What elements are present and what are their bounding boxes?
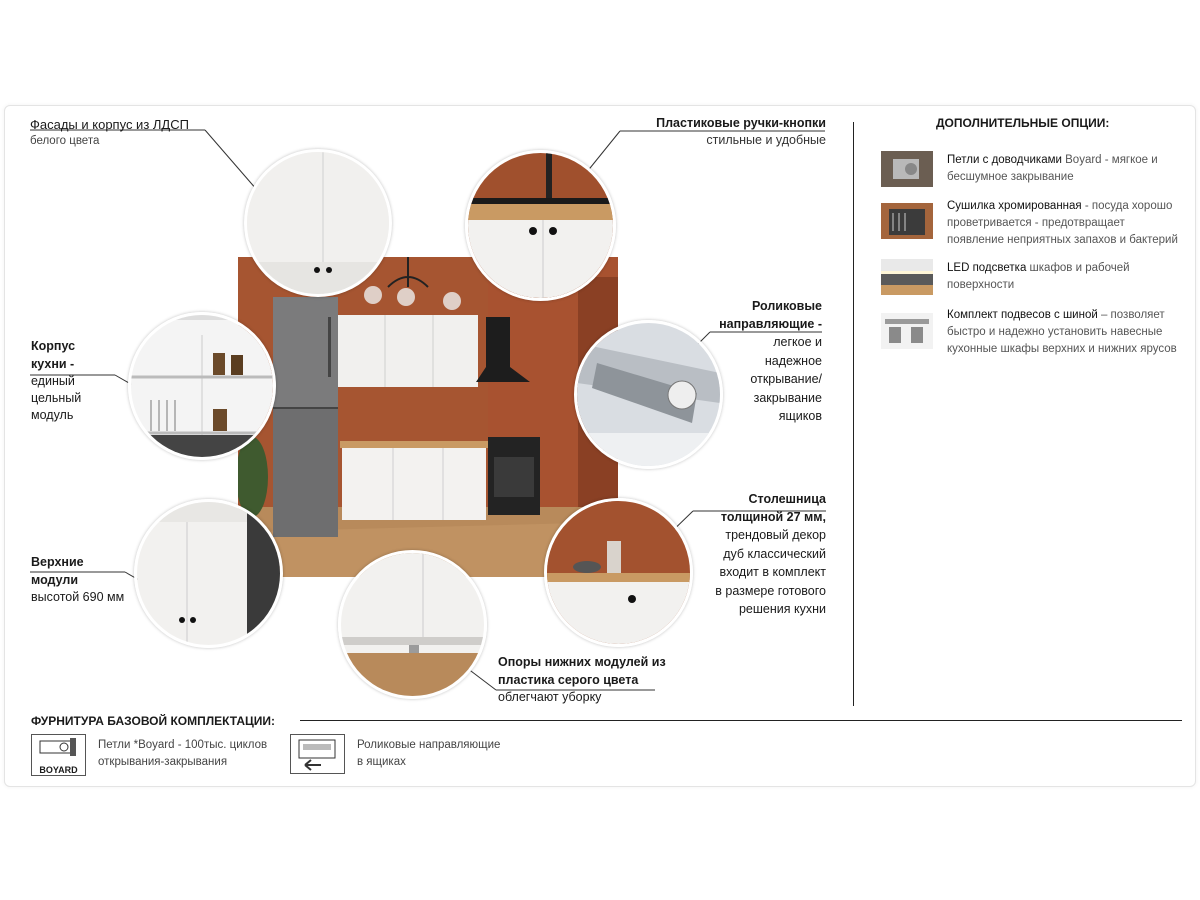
hardware-heading: ФУРНИТУРА БАЗОВОЙ КОМПЛЕКТАЦИИ: [31, 714, 276, 728]
boyard-logo: BOYARD [39, 765, 78, 775]
callout-upper-title1: Верхние [31, 555, 84, 569]
detail-circle-countertop [544, 498, 693, 647]
callout-facades-title: Фасады и корпус из ЛДСП [30, 117, 189, 132]
detail-circle-upper [134, 499, 283, 648]
callout-body-title2: кухни - [31, 357, 75, 371]
detail-circle-rollers [574, 320, 723, 469]
option-4-line3: кухонные шкафы верхних и нижних ярусов [947, 343, 1177, 355]
options-heading: ДОПОЛНИТЕЛЬНЫЕ ОПЦИИ: [936, 116, 1110, 130]
option-3-bold: LED подсветка [947, 262, 1027, 274]
hardware-rail-text [357, 737, 500, 771]
callout-countertop [715, 490, 826, 619]
callout-body [31, 337, 81, 424]
detail-circle-handles [465, 150, 616, 301]
hinge-icon [31, 734, 86, 776]
option-led-image [881, 259, 933, 295]
callout-handles-sub: стильные и удобные [706, 133, 826, 147]
option-hangers-image [881, 313, 933, 349]
option-3-rest: шкафов и рабочей [1026, 262, 1130, 274]
callout-countertop-sub3: входит в комплект [719, 565, 826, 579]
option-1-bold: Петли с доводчиками [947, 154, 1062, 166]
option-item-1 [947, 152, 1158, 186]
callout-body-sub3: модуль [31, 408, 74, 422]
option-2-line2: проветривается - предотвращает [947, 217, 1125, 229]
option-1-line2: бесшумное закрывание [947, 171, 1074, 183]
callout-legs [498, 653, 666, 706]
hardware-rail-line2: в ящиках [357, 756, 406, 768]
callout-handles-title: Пластиковые ручки-кнопки [656, 116, 826, 130]
callout-legs-title1: Опоры нижних модулей из [498, 655, 666, 669]
hardware-hinge-text [98, 737, 267, 771]
callout-rollers [719, 297, 822, 426]
callout-countertop-sub2: дуб классический [723, 546, 826, 561]
callout-upper [31, 553, 124, 606]
callout-rollers-sub1: легкое и [773, 335, 822, 349]
drawer-rail-icon [290, 734, 345, 774]
callout-handles [656, 114, 826, 149]
callout-facades-sub: белого цвета [30, 135, 100, 147]
callout-upper-title2: модули [31, 573, 79, 587]
hardware-hinge-line1: Петли *Boyard - 100тыс. циклов [98, 739, 268, 751]
option-2-bold: Сушилка хромированная [947, 200, 1082, 212]
callout-upper-sub: высотой 690 мм [31, 590, 125, 604]
vertical-divider [853, 122, 854, 706]
callout-facades [30, 116, 189, 150]
callout-countertop-title2: толщиной 27 мм, [720, 510, 826, 524]
hardware-rail-line1: Роликовые направляющие [357, 739, 501, 751]
option-4-bold: Комплект подвесов с шиной [947, 309, 1098, 321]
callout-body-title1: Корпус [31, 339, 76, 353]
detail-circle-body [128, 312, 276, 460]
callout-legs-sub: облегчают уборку [498, 690, 602, 704]
option-hinge-image [881, 151, 933, 187]
option-item-3 [947, 260, 1130, 294]
detail-circle-legs [338, 550, 487, 699]
option-1-rest: Boyard - мягкое и [1061, 154, 1158, 166]
option-4-rest: – позволяет [1097, 309, 1165, 321]
callout-rollers-title1: Роликовые [751, 299, 822, 313]
hardware-heading-rule [300, 720, 1182, 721]
callout-legs-title2: пластика серого цвета [498, 673, 639, 687]
callout-rollers-title2: направляющие - [719, 317, 822, 331]
callout-rollers-sub4: закрывание [753, 390, 822, 405]
callout-countertop-title1: Столешница [748, 492, 826, 506]
callout-rollers-sub2: надежное [764, 353, 822, 368]
detail-circle-facades [244, 149, 392, 297]
option-3-line2: поверхности [947, 279, 1015, 291]
option-item-2 [947, 198, 1178, 249]
callout-countertop-sub4: в размере готового [715, 583, 826, 598]
callout-rollers-sub5: ящиков [778, 409, 822, 423]
callout-body-sub2: цельный [31, 391, 82, 405]
option-item-4 [947, 307, 1177, 358]
callout-rollers-sub3: открывание/ [750, 372, 822, 386]
callout-countertop-sub1: трендовый декор [725, 528, 826, 542]
option-2-rest: - посуда хорошо [1081, 200, 1173, 212]
option-2-line3: появление неприятных запахов и бактерий [947, 234, 1178, 246]
option-dryer-image [881, 203, 933, 239]
callout-countertop-sub5: решения кухни [738, 602, 826, 616]
callout-body-sub1: единый [31, 374, 75, 388]
hardware-hinge-line2: открывания-закрывания [98, 756, 228, 768]
option-4-line2: быстро и надежно установить навесные [947, 326, 1163, 338]
